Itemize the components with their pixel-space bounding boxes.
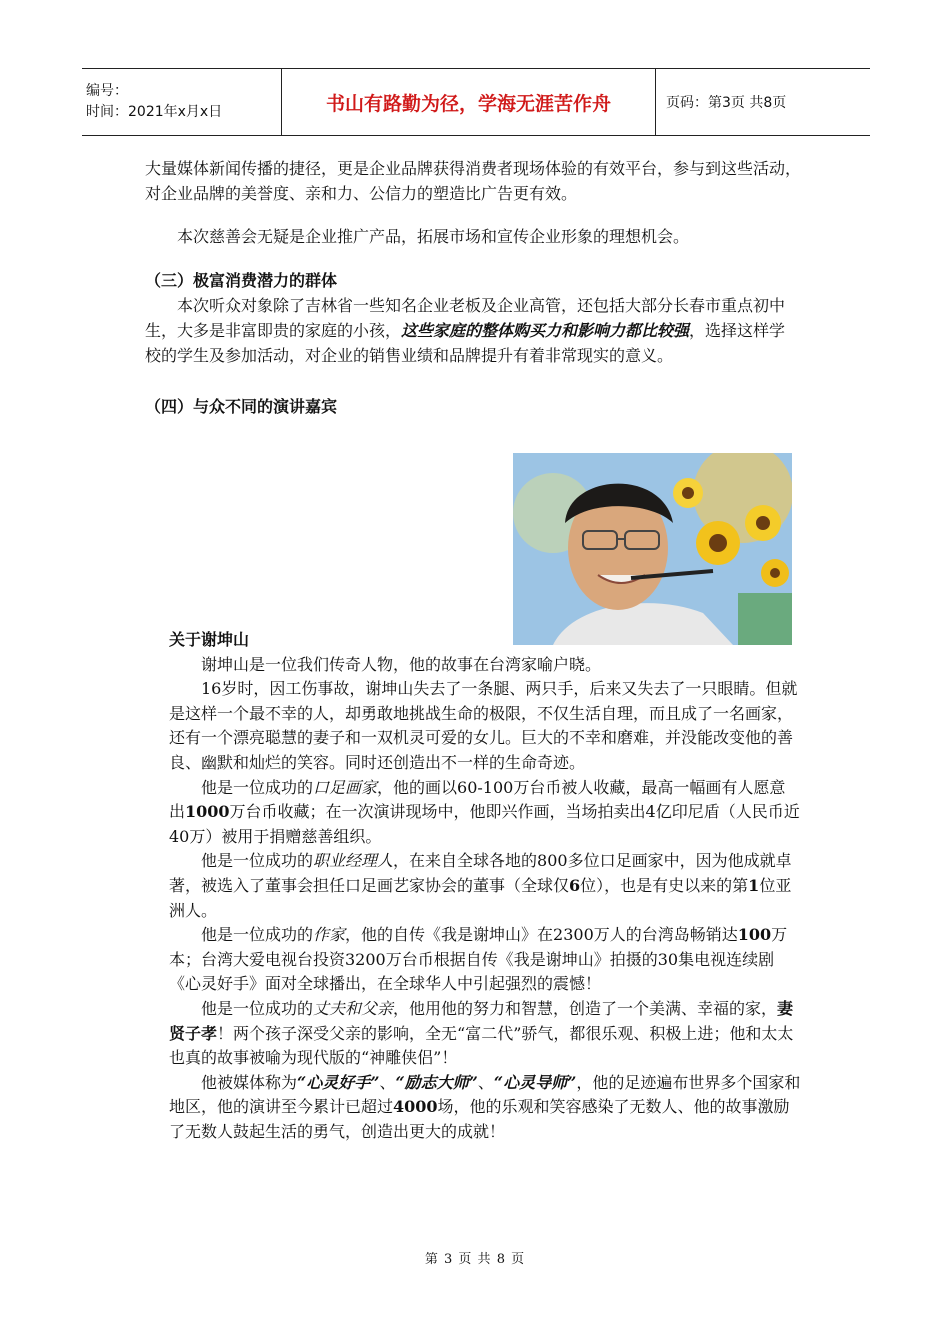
manager-count: 6 bbox=[569, 875, 581, 895]
media-sep-1: 、 bbox=[379, 1072, 396, 1092]
section-heading-4: （四）与众不同的演讲嘉宾 bbox=[145, 397, 338, 416]
about-speaker-section bbox=[169, 628, 801, 1144]
header-motto bbox=[282, 69, 656, 135]
writer-text-e: 万本；台湾大爱电视台投资3200万台币根据自传《我是谢坤山》拍摄的30集电视连续剧《心灵好手》面对全球播出，在全球华人中引起强烈的震憾！ bbox=[169, 925, 788, 994]
painter-text-a: 他是一位成功的 bbox=[201, 777, 314, 797]
audience-text-a: 本次听众对象除了吉林省一些知名企业老板及企业高管，还包括大部分长春市重点初中生，大多是非富即贵的家庭的小孩， bbox=[145, 296, 786, 340]
family-text-e: ！两个孩子深受父亲的影响，全无“富二代”骄气，都很乐观、积极上进；他和太太也真的故事被喻为现代版的“神雕侠侣”！ bbox=[169, 1023, 794, 1068]
speaker-photo bbox=[513, 453, 792, 645]
page-header bbox=[82, 68, 870, 136]
painter-amount: 1000 bbox=[185, 802, 230, 822]
family-text-c: ，他用他的努力和智慧，创造了一个美满、幸福的家， bbox=[393, 998, 778, 1018]
media-speech-count: 4000 bbox=[393, 1097, 438, 1117]
motto-text: 书山有路勤为径，学海无涯苦作舟 bbox=[325, 92, 611, 115]
audience-text-c: ，选择这样学校的学生及参加活动，对企业的销售业绩和品牌提升有着非常现实的意义。 bbox=[145, 321, 786, 365]
audience-text-emphasis: 这些家庭的整体购买力和影响力都比较强 bbox=[401, 321, 690, 340]
writer-text-a: 他是一位成功的 bbox=[201, 925, 314, 945]
manager-rank: 1 bbox=[748, 875, 760, 895]
about-media bbox=[169, 1071, 801, 1145]
page-footer bbox=[0, 1248, 950, 1267]
paragraph-media: 大量媒体新闻传播的捷径，更是企业品牌获得消费者现场体验的有效平台，参与到这些活动，对企业品牌的美誉度、亲和力、公信力的塑造比广告更有效。 bbox=[145, 159, 802, 203]
media-sep-2: 、 bbox=[477, 1072, 494, 1092]
about-manager bbox=[169, 849, 801, 923]
paragraph-charity: 本次慈善会无疑是企业推广产品，拓展市场和宣传企业形象的理想机会。 bbox=[177, 227, 690, 246]
sunflower-icon bbox=[745, 505, 781, 541]
family-emphasis: 妻贤子孝 bbox=[169, 998, 794, 1043]
paragraph-audience bbox=[145, 293, 801, 368]
manager-text-e: 位），也是有史以来的第 bbox=[580, 875, 749, 895]
painter-text-c: ，他的画以60-100万台币被人收藏，最高一幅画有人愿意出 bbox=[169, 777, 786, 822]
media-title-2: “励志大师” bbox=[395, 1072, 478, 1092]
about-accident: 16岁时，因工伤事故，谢坤山失去了一条腿、两只手，后来又失去了一只眼睛。但就是这样一个最不幸的人，却勇敢地挑战生命的极限，不仅生活自理，而且成了一名画家，还有一个漂亮聪慧的妻子和一双机灵可爱的女儿。巨大的不幸和磨难，并没能改变他的善良、幽默和灿烂的笑容。同时还创造出不一样的生命奇迹。 bbox=[169, 679, 798, 772]
family-text-a: 他是一位成功的 bbox=[201, 998, 314, 1018]
media-title-3: “心灵导师” bbox=[493, 1072, 577, 1092]
document-number-label: 编号： bbox=[86, 83, 128, 99]
about-writer bbox=[169, 923, 801, 997]
manager-text-c: ，在来自全球各地的800多位口足画家中，因为他成就卓著，被选入了董事会担任口足画艺家协会的董事（全球仅 bbox=[169, 851, 792, 895]
about-family bbox=[169, 997, 801, 1071]
writer-sales: 100 bbox=[737, 925, 772, 945]
speaker-portrait-illustration bbox=[513, 453, 792, 645]
media-text-g: ，他的足迹遍布世界多个国家和地区，他的演讲至今累计已超过 bbox=[169, 1072, 801, 1117]
about-painter bbox=[169, 776, 801, 850]
section-heading-3: （三）极富消费潜力的群体 bbox=[145, 271, 338, 290]
header-page-info bbox=[656, 69, 870, 135]
writer-text-c: ，他的自传《我是谢坤山》在2300万人的台湾岛畅销达 bbox=[345, 925, 738, 945]
page-number-label: 页码：第3页 共8页 bbox=[666, 95, 787, 111]
painter-text-e: 万台币收藏；在一次演讲现场中，他即兴作画，当场拍卖出4亿印尼盾（人民币近40万）被用于捐赠慈善组织。 bbox=[169, 802, 800, 846]
about-intro: 谢坤山是一位我们传奇人物，他的故事在台湾家喻户晓。 bbox=[201, 654, 602, 674]
painter-role: 口足画家 bbox=[313, 777, 378, 797]
manager-role: 职业经理人 bbox=[313, 851, 394, 871]
media-title-1: “心灵好手” bbox=[297, 1072, 380, 1092]
media-text-i: 场，他的乐观和笑容感染了无数人、他的故事激励了无数人鼓起生活的勇气，创造出更大的成就！ bbox=[169, 1097, 790, 1141]
sunflower-icon bbox=[696, 521, 740, 565]
sunflower-icon bbox=[673, 478, 703, 508]
document-time-label: 时间：2021年x月x日 bbox=[86, 104, 223, 120]
media-text-a: 他被媒体称为 bbox=[201, 1072, 298, 1092]
family-role: 丈夫和父亲 bbox=[313, 998, 394, 1018]
about-heading: 关于谢坤山 bbox=[169, 630, 250, 649]
manager-text-a: 他是一位成功的 bbox=[201, 851, 314, 871]
footer-page-number: 第 3 页 共 8 页 bbox=[424, 1252, 526, 1267]
sunflower-icon bbox=[761, 559, 789, 587]
header-meta bbox=[82, 69, 282, 135]
manager-text-g: 位亚洲人。 bbox=[169, 875, 792, 920]
document-body bbox=[145, 156, 801, 419]
writer-role: 作家 bbox=[313, 925, 346, 945]
